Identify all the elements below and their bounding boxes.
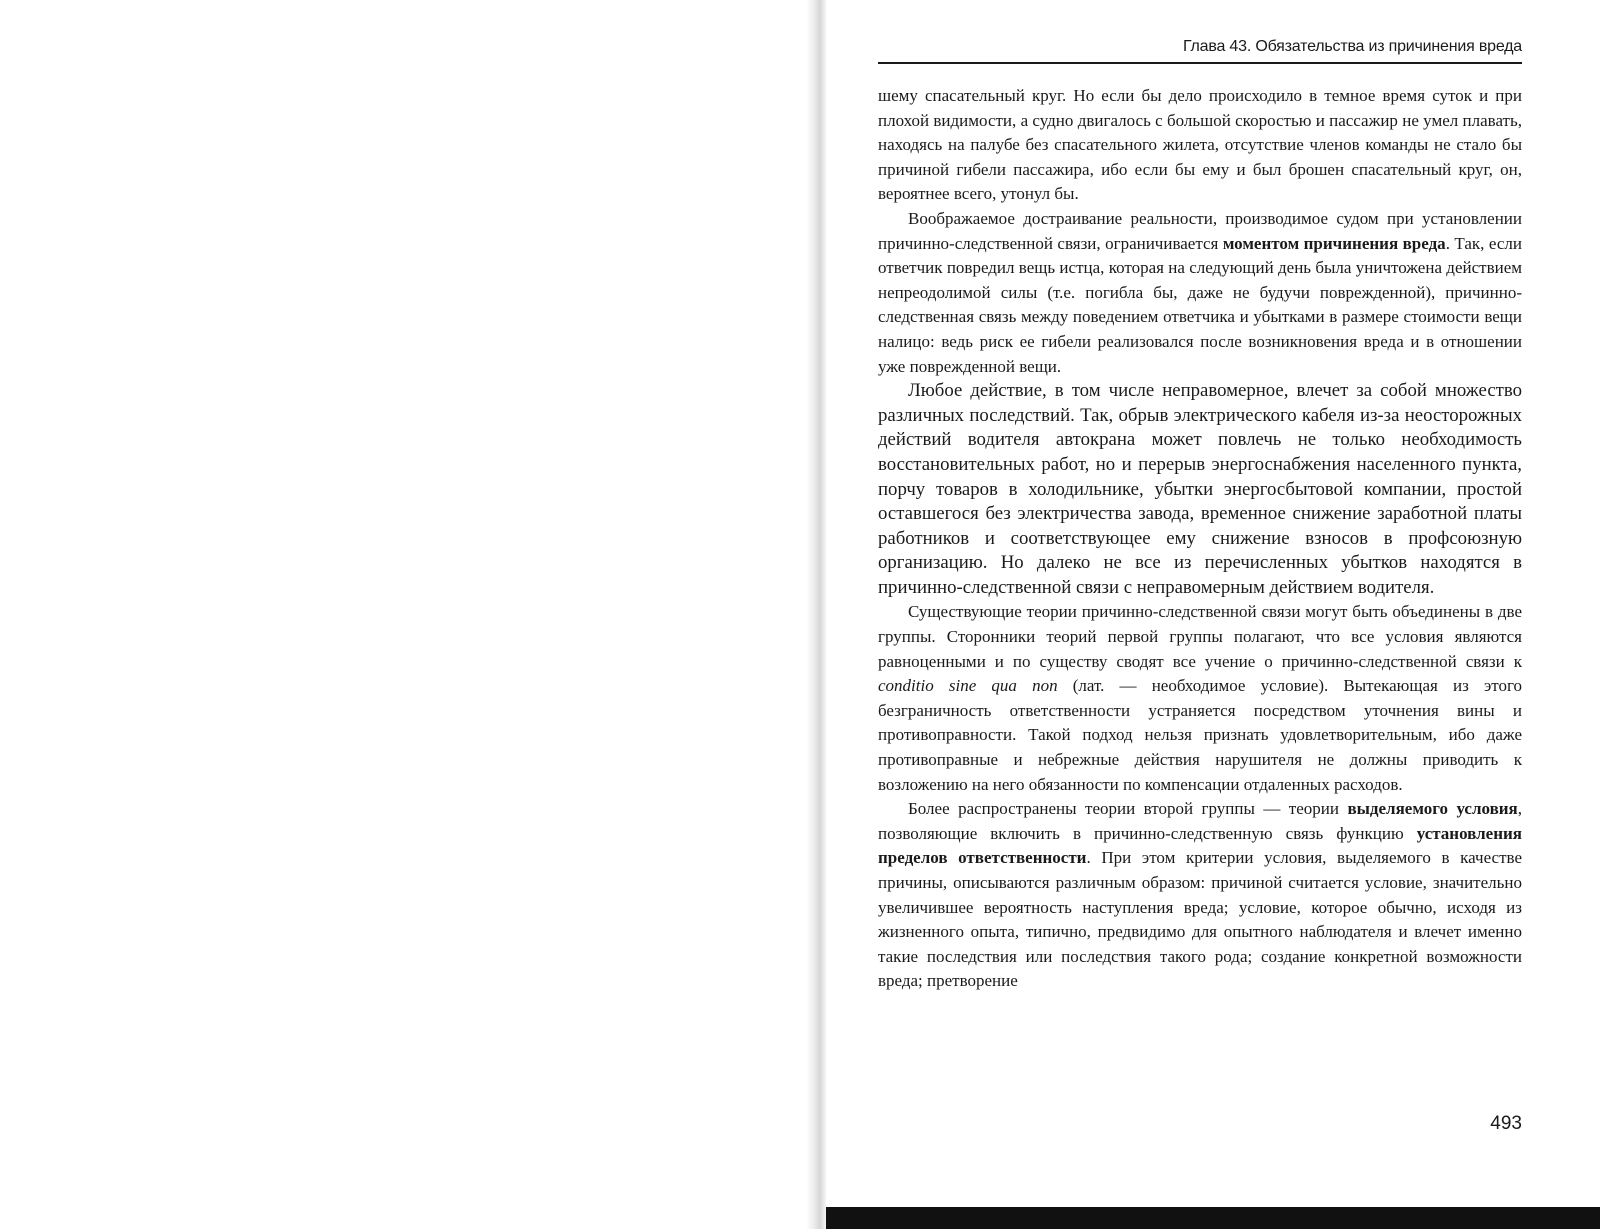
paragraph-4-text-c: (лат. — необходимое условие). Вытекающая из этого безграничность ответственности устраняется посредством уточнения вины и противоправности. Такой подход нельзя признать удовлетворительным, ибо даже противоправные и небрежные действия нарушителя не должны приводить к возложению на него обязанности по компенсации отдаленных расходов. [878,676,1522,794]
paragraph-5-bold-term-2: установления пределов ответственности [878,823,1522,868]
book-gutter-shadow [806,0,826,1229]
paragraph-5-bold-term-1: выделяемого условия [1347,799,1518,819]
paragraph-5 [878,797,1522,994]
body-text [878,84,1522,994]
paragraph-2 [878,207,1522,379]
paragraph-5-text-c: , позволяющие включить в причинно-следственную связь функцию [878,799,1523,843]
running-head: Глава 43. Обязательства из причинения вреда [878,38,1522,64]
book-page [878,38,1523,1134]
paragraph-5-text-e: . При этом критерии условия, выделяемого в качестве причины, описываются различным образом: причиной считается условие, значительно увеличившее вероятность наступления вреда; условие, которое обычно, исходя из жизненного опыта, типично, предвидимо для опытного наблюдателя и влечет именно такие последствия или последствия такого рода; создание конкретной возможности вреда; претворение [878,848,1523,991]
paragraph-4-text-a: Существующие теории причинно-следственной связи могут быть объединены в две группы. Сторонники теорий первой группы полагают, что все условия являются равноценными и по существу сводят все учение о причинно-следственной связи к [878,602,1522,671]
paragraph-1: шему спасательный круг. Но если бы дело происходило в темное время суток и при плохой видимости, а судно двигалось с большой скоростью и пассажир не умел плавать, находясь на палубе без спасательного жилета, отсутствие членов команды не стало бы причиной гибели пассажира, ибо если бы ему и был брошен спасательный круг, он, вероятнее всего, утонул бы. [878,86,1522,204]
paragraph-2-bold-term: моментом причинения вреда [1222,233,1446,253]
paragraph-4-latin-term: conditio sine qua non [878,676,1058,696]
paragraph-2-text-c: . Так, если ответчик повредил вещь истца, которая на следующий день была уничтожена действием непреодолимой силы (т.е. погибла бы, даже не будучи поврежденной), причинно-следственная связь между поведением ответчика и убытками в размере стоимости вещи налицо: ведь риск ее гибели реализовался после возникновения вреда и в отношении уже поврежденной вещи. [878,233,1522,376]
scan-bottom-edge [826,1207,1600,1229]
page-number: 493 [1490,1113,1522,1134]
paragraph-4 [878,600,1522,797]
paragraph-2-text-a: Воображаемое достраивание реальности, производимое судом при установлении причинно-следственной связи, ограничивается [878,208,1522,253]
paragraph-3: Любое действие, в том числе неправомерное, влечет за собой множество различных последствий. Так, обрыв электрического кабеля из-за неосторожных действий водителя автокрана может повлечь не только необходимость восстановительных работ, но и перерыв энергоснабжения населенного пункта, порчу товаров в холодильнике, убытки энергосбытовой компании, простой оставшегося без электричества завода, временное снижение заработной платы работников и соответствующее ему снижение взносов в профсоюзную организацию. Но далеко не все из перечисленных убытков находятся в причинно-следственной связи с неправомерным действием водителя. [878,380,1522,598]
paragraph-5-text-a: Более распространены теории второй группы — теории [908,799,1348,819]
